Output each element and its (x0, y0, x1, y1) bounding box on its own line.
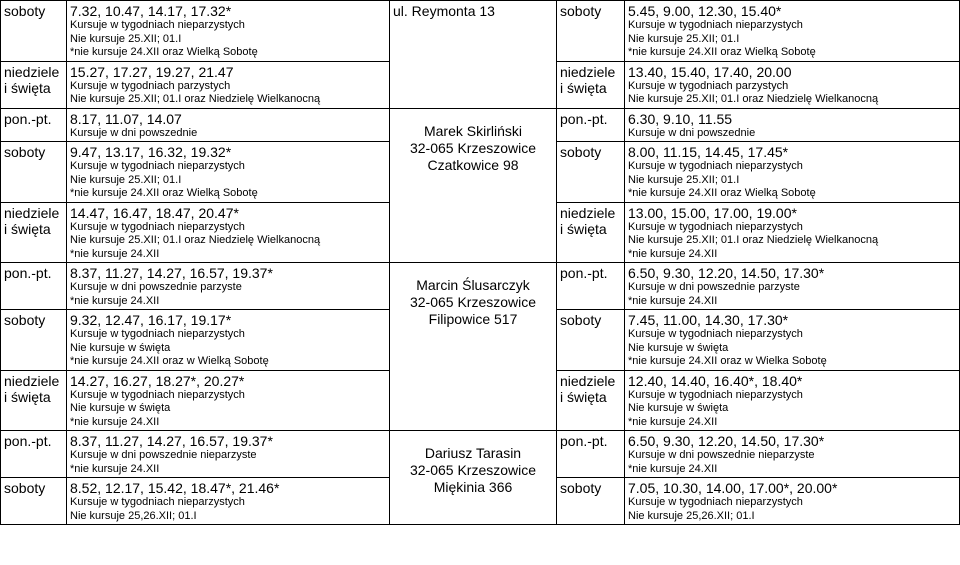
departure-times: 6.50, 9.30, 12.20, 14.50, 17.30* (628, 265, 825, 281)
schedule-note: Kursuje w dni powszednie (628, 126, 756, 139)
day-cell: soboty (557, 1, 625, 62)
schedule-note: *nie kursuje 24.XII oraz Wielką Sobotę (70, 46, 258, 58)
times-cell (625, 202, 960, 263)
schedule-row (1, 61, 390, 108)
schedule-note: Kursuje w dni powszednie (70, 126, 198, 139)
times-cell (67, 263, 390, 310)
departure-times: 8.00, 11.15, 14.45, 17.45* (628, 144, 789, 160)
schedule-note: *nie kursuje 24.XII oraz w Wielka Sobotę (628, 355, 827, 367)
schedule-note: *nie kursuje 24.XII oraz Wielką Sobotę (628, 46, 816, 58)
day-cell: soboty (1, 310, 67, 371)
address-line: Marcin Ślusarczyk (416, 277, 530, 293)
schedule-note: Kursuje w dni powszednie nieparzyste (70, 449, 257, 461)
times-cell (625, 370, 960, 431)
schedule-row (1, 263, 390, 310)
schedule-note: *nie kursuje 24.XII (628, 294, 718, 307)
schedule-note: Kursuje w tygodniach nieparzystych (628, 160, 803, 172)
schedule-row (1, 1, 390, 62)
stop-address-cell (390, 431, 557, 525)
day-cell: pon.-pt. (557, 431, 625, 478)
day-cell: soboty (1, 1, 67, 62)
schedule-note: Kursuje w tygodniach nieparzystych (628, 220, 803, 233)
times-cell (67, 478, 390, 525)
departure-times: 13.00, 15.00, 17.00, 19.00* (628, 204, 797, 221)
schedule-note: *nie kursuje 24.XII (70, 294, 160, 307)
schedule-row (1, 202, 390, 263)
departure-times: 14.47, 16.47, 18.47, 20.47* (70, 204, 239, 221)
schedule-note: Kursuje w tygodniach nieparzystych (70, 160, 245, 172)
schedule-note: Kursuje w tygodniach nieparzystych (70, 388, 245, 401)
day-cell: niedziele i święta (1, 202, 67, 263)
departure-times: 7.05, 10.30, 14.00, 17.00*, 20.00* (628, 480, 838, 496)
day-cell: soboty (1, 478, 67, 525)
times-cell (625, 310, 960, 371)
schedule-note: Nie kursuje 25.XII; 01.I oraz Niedzielę Wielkanocną (628, 234, 879, 246)
address-line: 32-065 Krzeszowice (409, 294, 537, 310)
schedule-note: *nie kursuje 24.XII oraz Wielką Sobotę (70, 187, 258, 199)
day-cell: niedziele i święta (1, 61, 67, 108)
schedule-note: *nie kursuje 24.XII (628, 247, 718, 260)
departure-times: 14.27, 16.27, 18.27*, 20.27* (70, 372, 245, 389)
schedule-note: Kursuje w tygodniach nieparzystych (70, 328, 245, 340)
schedule-row (390, 1, 960, 62)
day-cell: niedziele i święta (1, 370, 67, 431)
departure-times: 8.37, 11.27, 14.27, 16.57, 19.37* (70, 433, 273, 449)
times-cell (625, 478, 960, 525)
day-cell: pon.-pt. (557, 108, 625, 142)
times-cell (625, 1, 960, 62)
schedule-note: Kursuje w tygodniach parzystych (628, 79, 789, 92)
address-line: Dariusz Tarasin (424, 445, 522, 461)
schedule-note: Nie kursuje w święta (70, 341, 171, 354)
schedule-row (1, 142, 390, 203)
day-cell: niedziele i święta (557, 61, 625, 108)
schedule-note: *nie kursuje 24.XII oraz Wielką Sobotę (628, 187, 816, 199)
schedule-note: Nie kursuje w święta (628, 402, 729, 414)
schedule-note: Nie kursuje 25.XII; 01.I oraz Niedzielę Wielkanocną (70, 93, 321, 105)
schedule-row (390, 108, 960, 142)
address-line: Czatkowice 98 (427, 156, 519, 173)
schedule-note: Nie kursuje 25,26.XII; 01.I (628, 509, 755, 522)
schedule-note: Kursuje w tygodniach nieparzystych (70, 496, 245, 508)
departure-times: 15.27, 17.27, 19.27, 21.47 (70, 63, 234, 80)
schedule-note: Nie kursuje 25.XII; 01.I oraz Niedzielę Wielkanocną (70, 234, 321, 246)
departure-times: 12.40, 14.40, 16.40*, 18.40* (628, 372, 803, 389)
schedule-note: Kursuje w tygodniach nieparzystych (628, 388, 803, 401)
day-cell: pon.-pt. (557, 263, 625, 310)
departure-times: 7.32, 10.47, 14.17, 17.32* (70, 3, 232, 19)
times-cell (67, 61, 390, 108)
day-cell: soboty (1, 142, 67, 203)
departure-times: 7.45, 11.00, 14.30, 17.30* (628, 312, 789, 328)
address-line: 32-065 Krzeszowice (409, 462, 537, 478)
schedule-row (1, 108, 390, 142)
schedule-note: Nie kursuje 25.XII; 01.I (70, 173, 182, 186)
schedule-row (390, 263, 960, 310)
address-line: Miękinia 366 (433, 479, 513, 495)
times-cell (625, 431, 960, 478)
day-cell: soboty (557, 310, 625, 371)
left-schedule-table (0, 0, 390, 525)
schedule-row (1, 431, 390, 478)
schedule-note: *nie kursuje 24.XII (628, 462, 718, 475)
schedule-note: Kursuje w tygodniach nieparzystych (70, 19, 245, 31)
departure-times: 5.45, 9.00, 12.30, 15.40* (628, 3, 782, 19)
departure-times: 13.40, 15.40, 17.40, 20.00 (628, 63, 792, 80)
address-line: Filipowice 517 (428, 311, 518, 327)
times-cell (67, 202, 390, 263)
times-cell (625, 142, 960, 203)
schedule-row (390, 431, 960, 478)
schedule-note: Nie kursuje 25.XII; 01.I (628, 32, 740, 45)
departure-times: 8.52, 12.17, 15.42, 18.47*, 21.46* (70, 480, 280, 496)
schedule-note: Kursuje w dni powszednie parzyste (628, 281, 800, 293)
departure-times: 6.50, 9.30, 12.20, 14.50, 17.30* (628, 433, 825, 449)
times-cell (67, 1, 390, 62)
departure-times: 8.37, 11.27, 14.27, 16.57, 19.37* (70, 265, 273, 281)
right-schedule-table (389, 0, 960, 525)
day-cell: niedziele i święta (557, 202, 625, 263)
address-line: ul. Reymonta 13 (393, 3, 495, 19)
schedule-note: *nie kursuje 24.XII oraz w Wielką Sobotę (70, 355, 269, 367)
times-cell (67, 310, 390, 371)
stop-address-cell (390, 1, 557, 109)
departure-times: 9.32, 12.47, 16.17, 19.17* (70, 312, 232, 328)
day-cell: soboty (557, 478, 625, 525)
schedule-note: *nie kursuje 24.XII (628, 415, 718, 428)
schedule-note: *nie kursuje 24.XII (70, 247, 160, 260)
schedule-note: Nie kursuje 25.XII; 01.I (628, 173, 740, 186)
schedule-note: Nie kursuje w święta (628, 341, 729, 354)
schedule-note: Kursuje w tygodniach parzystych (70, 79, 231, 92)
schedule-note: Kursuje w tygodniach nieparzystych (628, 19, 803, 31)
schedule-note: Kursuje w tygodniach nieparzystych (628, 328, 803, 340)
day-cell: pon.-pt. (1, 108, 67, 142)
times-cell (625, 108, 960, 142)
schedule-note: Nie kursuje 25,26.XII; 01.I (70, 509, 197, 522)
stop-address-cell (390, 108, 557, 263)
departure-times: 9.47, 13.17, 16.32, 19.32* (70, 144, 232, 160)
times-cell (67, 108, 390, 142)
schedule-note: Nie kursuje 25.XII; 01.I (70, 32, 182, 45)
address-line: 32-065 Krzeszowice (409, 139, 537, 156)
schedule-row (1, 310, 390, 371)
day-cell: niedziele i święta (557, 370, 625, 431)
day-cell: soboty (557, 142, 625, 203)
schedule-note: Kursuje w tygodniach nieparzystych (70, 220, 245, 233)
departure-times: 6.30, 9.10, 11.55 (628, 110, 733, 127)
departure-times: 8.17, 11.07, 14.07 (70, 110, 182, 127)
schedule-note: Kursuje w dni powszednie parzyste (70, 281, 242, 293)
schedule-note: Kursuje w dni powszednie nieparzyste (628, 449, 815, 461)
schedule-row (1, 370, 390, 431)
schedule-note: Nie kursuje w święta (70, 402, 171, 414)
schedule-note: Kursuje w tygodniach nieparzystych (628, 496, 803, 508)
day-cell: pon.-pt. (1, 431, 67, 478)
schedule-note: *nie kursuje 24.XII (70, 415, 160, 428)
times-cell (67, 142, 390, 203)
times-cell (625, 61, 960, 108)
stop-address-cell (390, 263, 557, 431)
schedule-row (1, 478, 390, 525)
times-cell (67, 431, 390, 478)
schedule-note: *nie kursuje 24.XII (70, 462, 160, 475)
address-line: Marek Skirliński (423, 122, 522, 139)
times-cell (67, 370, 390, 431)
times-cell (625, 263, 960, 310)
schedule-note: Nie kursuje 25.XII; 01.I oraz Niedzielę Wielkanocną (628, 93, 879, 105)
day-cell: pon.-pt. (1, 263, 67, 310)
